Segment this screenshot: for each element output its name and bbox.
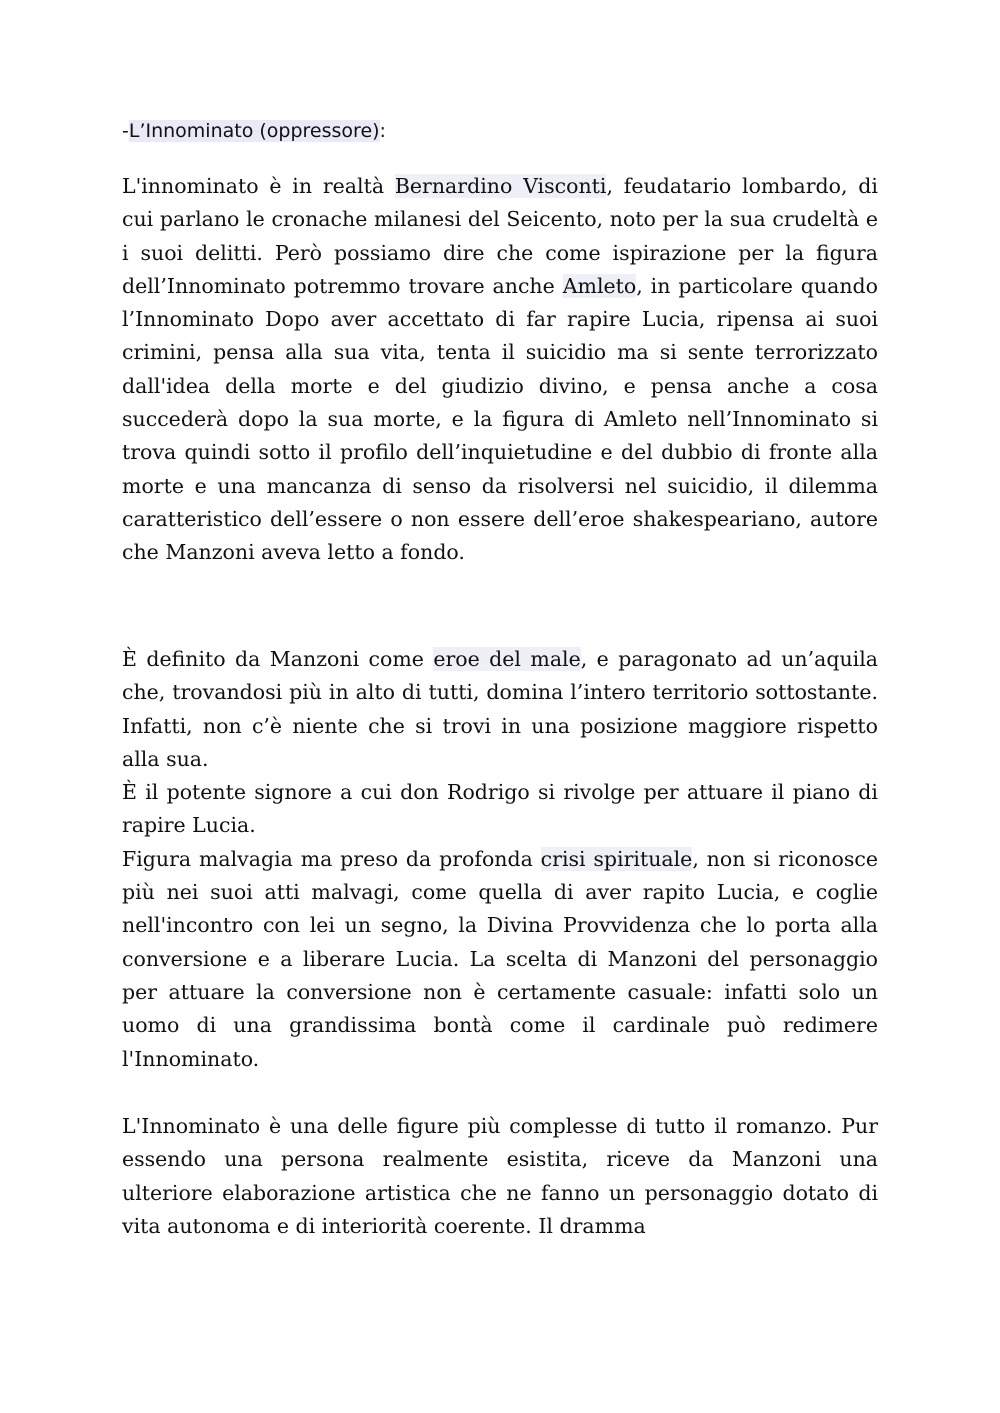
paragraph-text: , in particolare quando l’Innominato Dopo aver accettato di far rapire Lucia, ripensa ai suoi crimini, pensa alla sua vita, tenta il suicidio ma si sente terrorizzato dall'idea della morte e del giudizio divino, e pensa anche a cosa succederà dopo la sua morte, e la figura di Amleto nell’Innominato si trova quindi sotto il profilo dell’inquietudine e del dubbio di fronte alla morte e una mancanza di senso da risolversi nel suicidio, il dilemma caratteristico dell’essere o non essere dell’eroe shakespeariano, autore che Manzoni aveva letto a fondo. bbox=[122, 273, 878, 565]
highlight-eroe-del-male: eroe del male bbox=[433, 647, 581, 671]
highlight-amleto: Amleto bbox=[562, 273, 637, 298]
heading-title: L’Innominato (oppressore) bbox=[128, 120, 380, 142]
paragraph-text: , e paragonato ad un’aquila che, trovandosi più in alto di tutti, domina l’intero territorio sottostante. Infatti, non c’è niente che si trovi in una posizione maggiore rispetto alla sua. bbox=[122, 647, 879, 771]
paragraph-text: Figura malvagia ma preso da profonda bbox=[122, 846, 541, 871]
paragraph-text: È definito da Manzoni come bbox=[122, 647, 434, 671]
paragraph-text: L'Innominato è una delle figure più complesse di tutto il romanzo. Pur essendo una persona realmente esistita, riceve da Manzoni una ulteriore elaborazione artistica che ne fanno un personaggio dotato di vita autonoma e di interiorità coerente. Il dramma bbox=[122, 1114, 878, 1238]
heading-prefix: - bbox=[122, 120, 129, 142]
highlight-crisi-spirituale: crisi spirituale bbox=[540, 846, 693, 871]
paragraph-crisi-spirituale bbox=[122, 843, 878, 1076]
paragraph-text: L'innominato è in realtà bbox=[122, 174, 395, 198]
highlight-bernardino-visconti: Bernardino Visconti bbox=[394, 174, 607, 198]
paragraph-eroe-del-male bbox=[122, 643, 878, 776]
section-heading bbox=[122, 116, 386, 146]
paragraph-text: , feudatario lombardo, di cui parlano le cronache milanesi del Seicento, noto per la sua crudeltà e i suoi delitti. Però possiamo dire che come ispirazione per la figura dell’Innominato potremmo trovare anche bbox=[122, 174, 878, 298]
paragraph-origin bbox=[122, 170, 878, 570]
paragraph-text: , non si riconosce più nei suoi atti malvagi, come quella di aver rapito Lucia, e coglie nell'incontro con lei un segno, la Divina Provvidenza che lo porta alla conversione e a liberare Lucia. La scelta di Manzoni del personaggio per attuare la conversione non è certamente casuale: infatti solo un uomo di una grandissima bontà come il cardinale può redimere l'Innominato. bbox=[122, 846, 879, 1071]
paragraph-potente-signore: È il potente signore a cui don Rodrigo si rivolge per attuare il piano di rapire Lucia. bbox=[122, 780, 878, 838]
heading-suffix: : bbox=[379, 120, 386, 142]
paragraph-complessita bbox=[122, 1110, 878, 1243]
paragraph-group-character bbox=[122, 643, 878, 1076]
